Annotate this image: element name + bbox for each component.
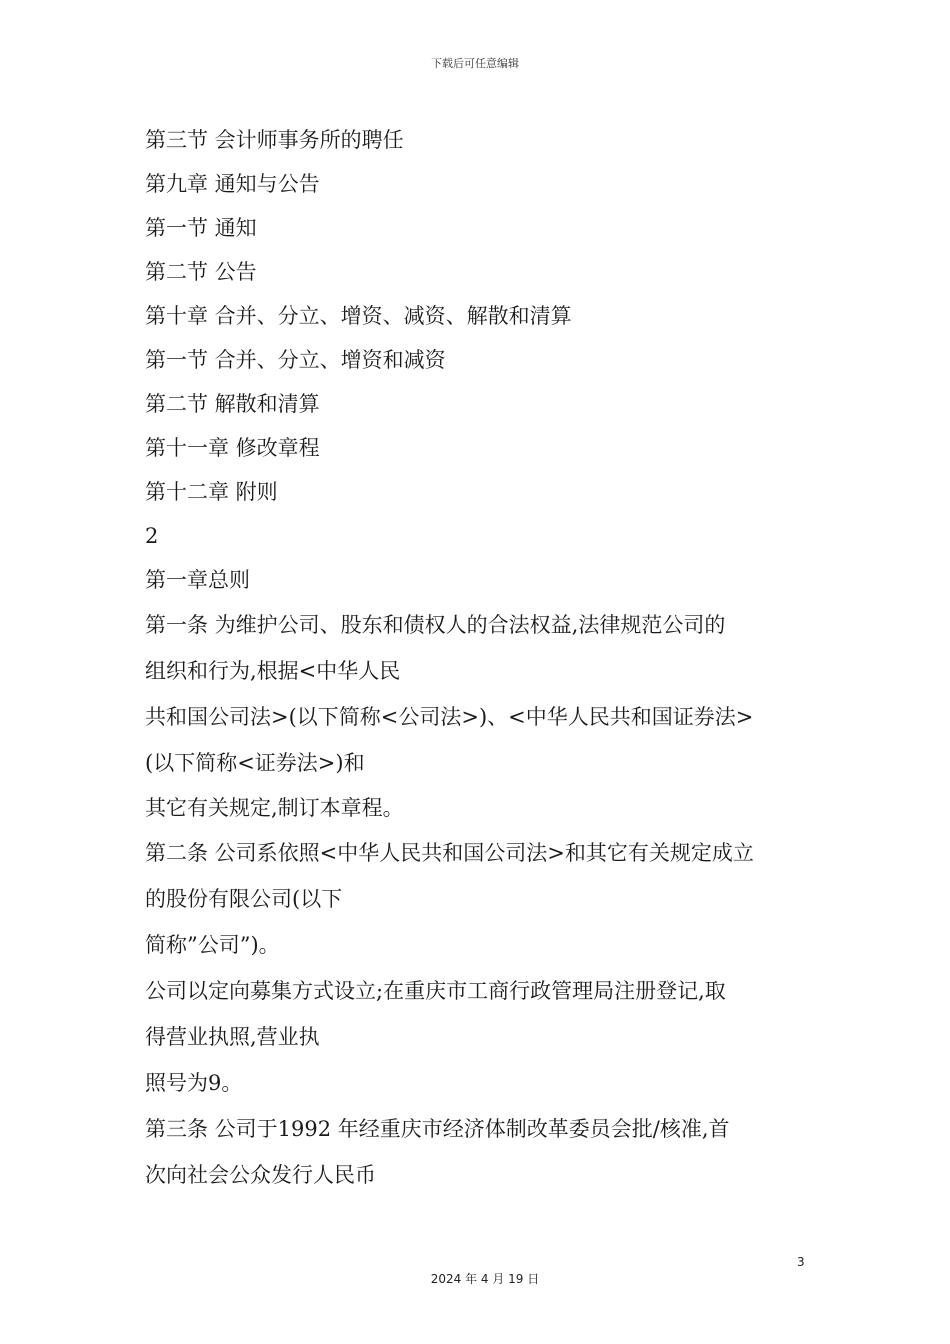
article-line: 简称”公司”)。 (145, 933, 280, 957)
toc-line: 第一节 合并、分立、增资和减资 (145, 348, 446, 372)
article-line: 其它有关规定,制订本章程。 (145, 796, 404, 820)
toc-line: 第九章 通知与公告 (145, 172, 320, 196)
article-line: 的股份有限公司(以下 (145, 887, 343, 911)
toc-line: 第十章 合并、分立、增资、减资、解散和清算 (145, 304, 572, 328)
page-header: 下载后可任意编辑 (431, 57, 519, 70)
article-line: 组织和行为,根据<中华人民 (145, 659, 401, 683)
document-body (145, 118, 815, 1198)
section-number: 2 (145, 524, 159, 548)
toc-line: 第二节 公告 (145, 260, 257, 284)
toc-line: 第一节 通知 (145, 216, 257, 240)
article-line: 次向社会公众发行人民币 (145, 1163, 376, 1187)
toc-line: 第二节 解散和清算 (145, 392, 320, 416)
article-line: (以下简称<证券法>)和 (145, 751, 365, 775)
chapter-title: 第一章总则 (145, 568, 250, 592)
toc-line: 第三节 会计师事务所的聘任 (145, 128, 404, 152)
toc-line: 第十一章 修改章程 (145, 436, 320, 460)
article-line: 第三条 公司于1992 年经重庆市经济体制改革委员会批/核准,首 (145, 1117, 730, 1141)
article-line: 第二条 公司系依照<中华人民共和国公司法>和其它有关规定成立 (145, 841, 754, 865)
toc-line: 第十二章 附则 (145, 480, 278, 504)
article-line: 照号为9。 (145, 1071, 243, 1095)
article-line: 第一条 为维护公司、股东和债权人的合法权益,法律规范公司的 (145, 613, 726, 637)
page-footer-date: 2024 年 4 月 19 日 (430, 1272, 540, 1286)
article-line: 公司以定向募集方式设立;在重庆市工商行政管理局注册登记,取 (145, 979, 726, 1003)
article-line: 得营业执照,营业执 (145, 1025, 320, 1049)
page-number: 3 (797, 1255, 805, 1269)
article-line: 共和国公司法>(以下简称<公司法>)、<中华人民共和国证券法> (145, 705, 754, 729)
